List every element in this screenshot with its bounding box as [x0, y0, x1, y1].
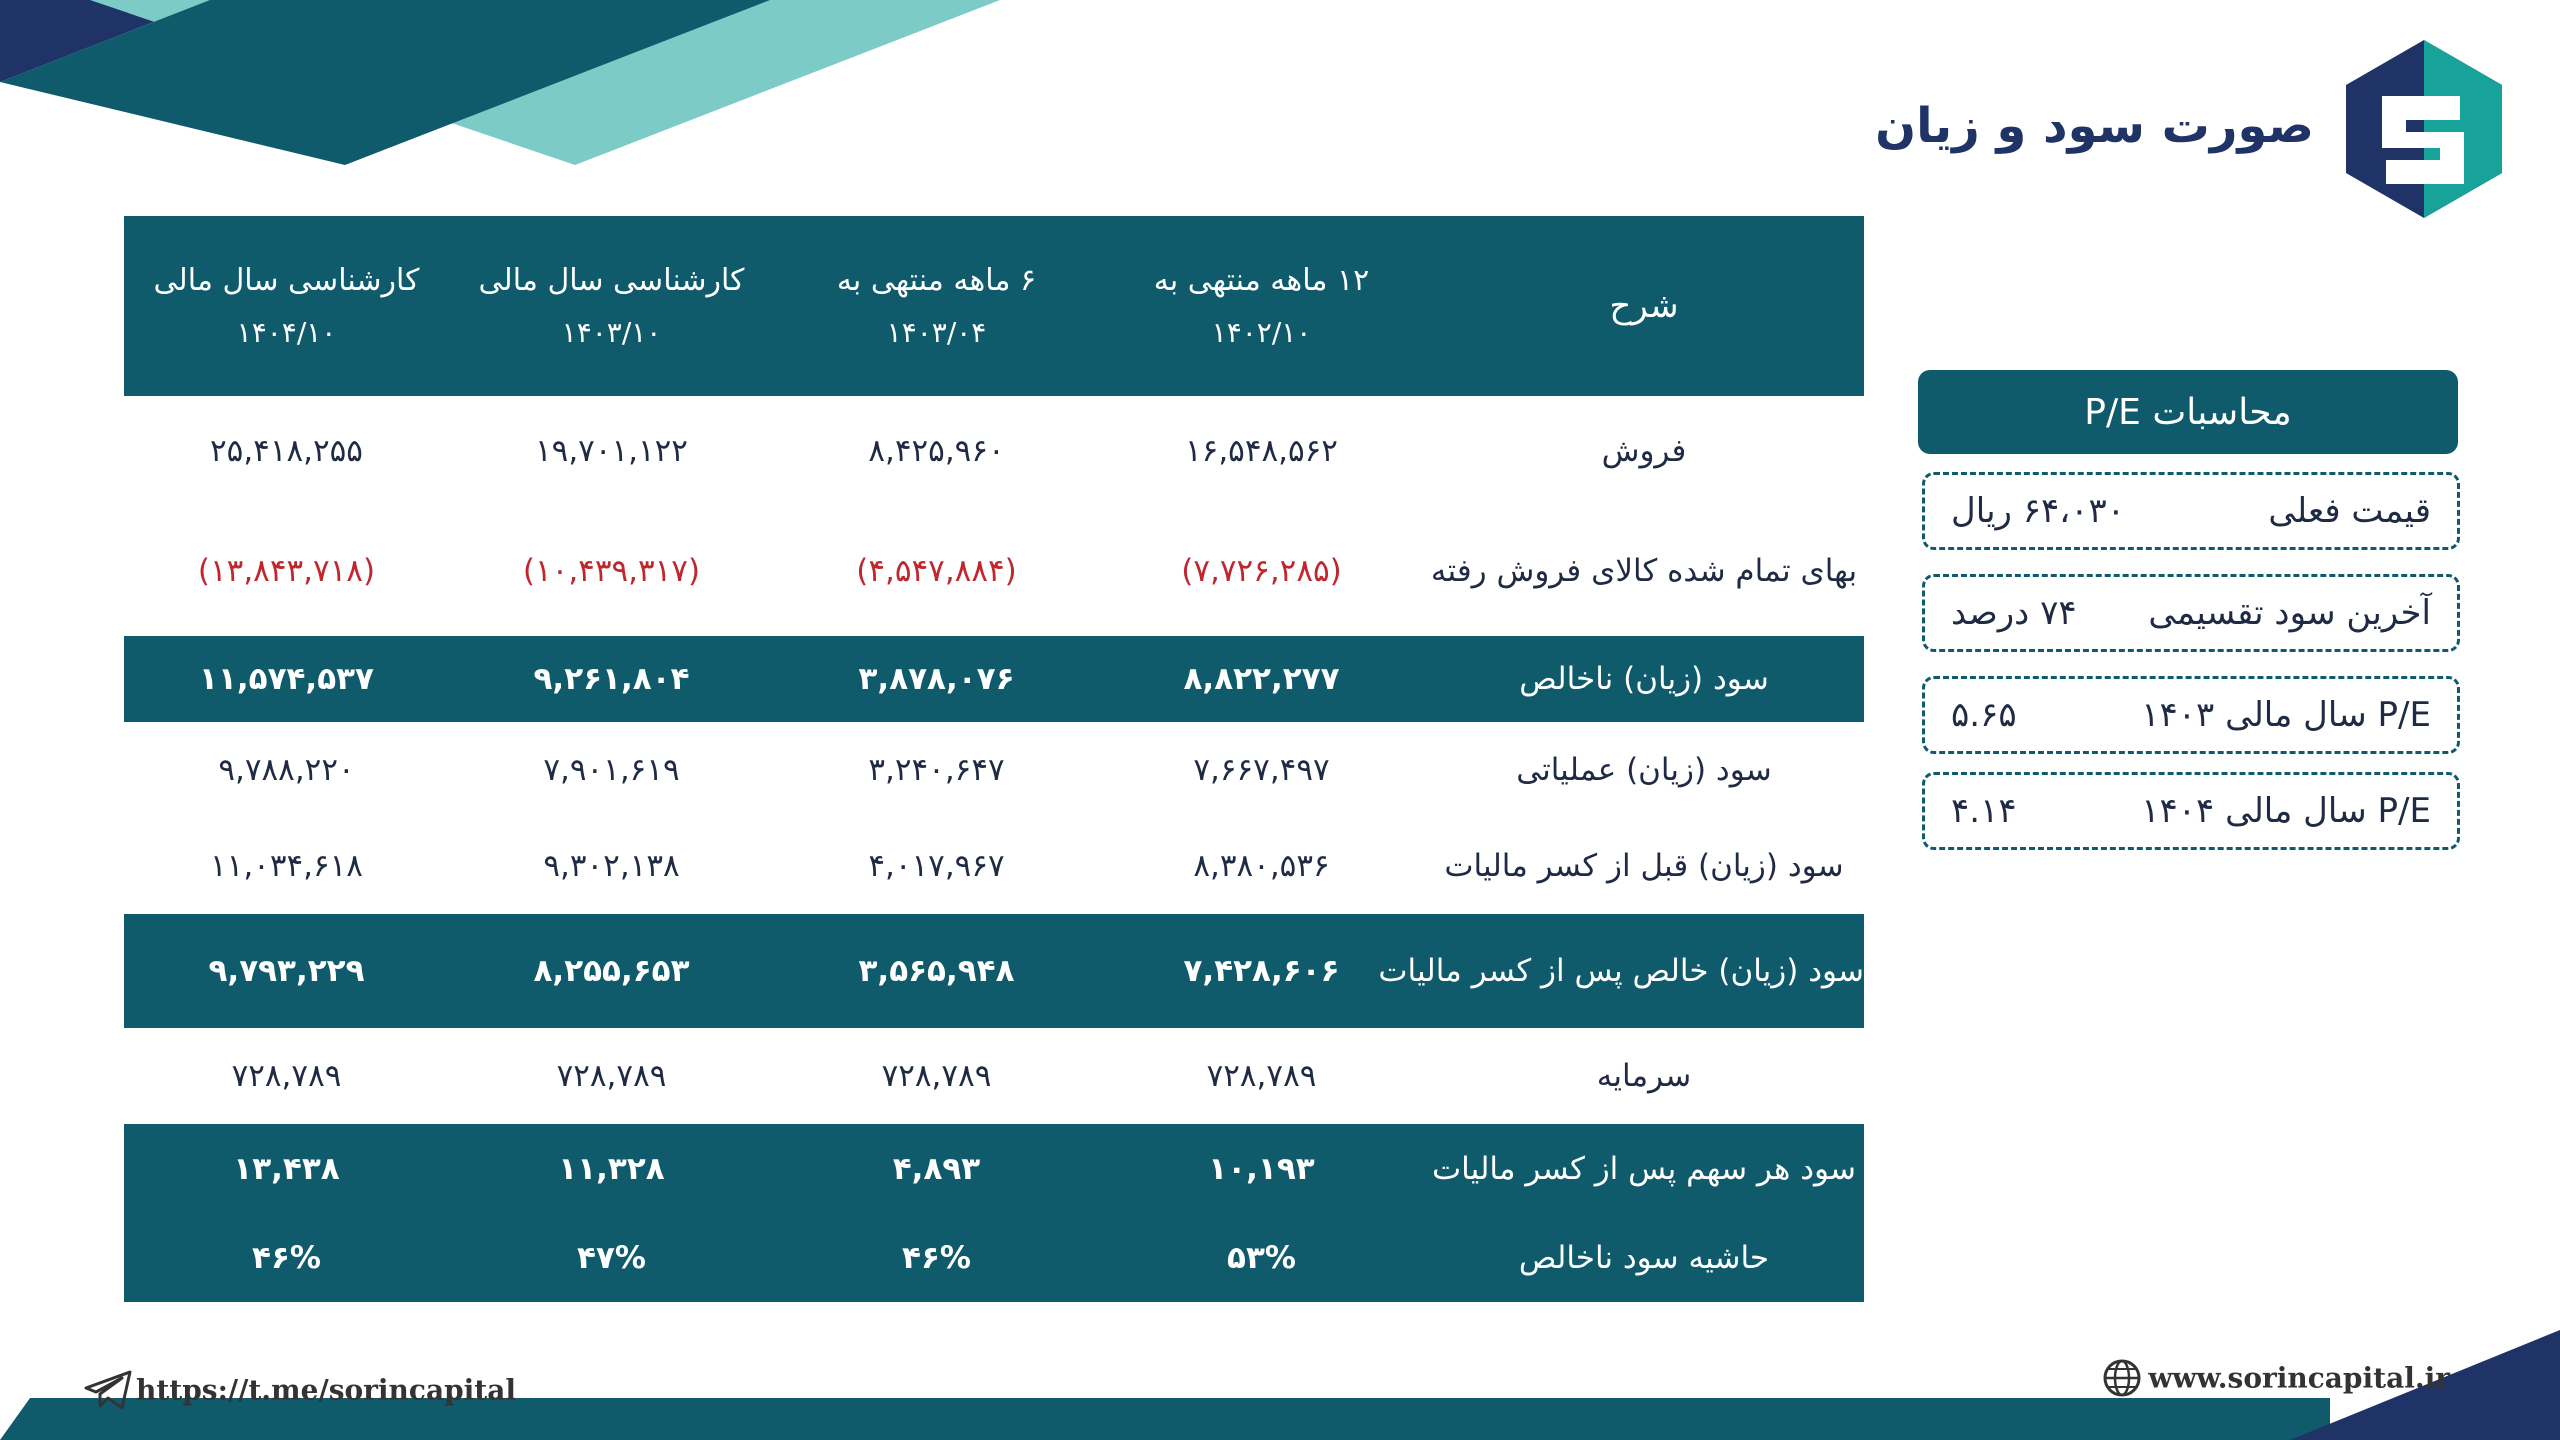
column-header-label: کارشناسی سال مالی	[478, 263, 745, 298]
table-row	[124, 1214, 1864, 1302]
cell-value: (۷,۷۲۶,۲۸۵)	[1099, 506, 1424, 636]
pe-item-current-price	[1922, 472, 2460, 550]
cell-value: ۱۰,۱۹۳	[1099, 1124, 1424, 1214]
cell-value: ۷۲۸,۷۸۹	[449, 1028, 774, 1124]
cell-value: ۴,۰۱۷,۹۶۷	[774, 818, 1099, 914]
column-header-date: ۱۴۰۳/۱۰	[561, 316, 662, 349]
row-label: سود (زیان) خالص پس از کسر مالیات	[1424, 914, 1864, 1028]
globe-icon	[2102, 1358, 2142, 1398]
cell-value: ۱۱,۳۲۸	[449, 1124, 774, 1214]
cell-value: ۴۷%	[449, 1214, 774, 1302]
cell-value: ۴۶%	[124, 1214, 449, 1302]
column-header-label: کارشناسی سال مالی	[153, 263, 420, 298]
pe-item-label: قیمت فعلی	[2268, 491, 2431, 531]
cell-value: ۲۵,۴۱۸,۲۵۵	[124, 396, 449, 506]
cell-value: ۷۲۸,۷۸۹	[124, 1028, 449, 1124]
cell-value: ۸,۳۸۰,۵۳۶	[1099, 818, 1424, 914]
cell-value: ۴,۸۹۳	[774, 1124, 1099, 1214]
cell-value: ۷,۶۶۷,۴۹۷	[1099, 722, 1424, 818]
cell-value: ۱۱,۵۷۴,۵۳۷	[124, 636, 449, 722]
column-header-2	[774, 216, 1099, 396]
top-left-decoration	[0, 0, 1000, 170]
cell-value: ۷۲۸,۷۸۹	[1099, 1028, 1424, 1124]
row-label: حاشیه سود ناخالص	[1424, 1214, 1864, 1302]
pe-item-label: P/E سال مالی ۱۴۰۳	[2141, 695, 2431, 735]
column-header-label: ۶ ماهه منتهی به	[836, 263, 1037, 298]
table-row	[124, 1124, 1864, 1214]
column-header-1	[1099, 216, 1424, 396]
column-header-4	[124, 216, 449, 396]
cell-value: ۸,۲۵۵,۶۵۳	[449, 914, 774, 1028]
telegram-icon	[84, 1370, 132, 1410]
column-header-date: ۱۴۰۳/۰۴	[886, 316, 987, 349]
pe-item-pe-1404	[1922, 772, 2460, 850]
pe-item-value: ۴.۱۴	[1951, 791, 2017, 831]
column-header-label: ۱۲ ماهه منتهی به	[1153, 263, 1370, 298]
cell-value: ۷,۹۰۱,۶۱۹	[449, 722, 774, 818]
pe-item-pe-1403	[1922, 676, 2460, 754]
cell-value: ۹,۳۰۲,۱۳۸	[449, 818, 774, 914]
cell-value: ۸,۸۲۲,۲۷۷	[1099, 636, 1424, 722]
pe-item-label: P/E سال مالی ۱۴۰۴	[2141, 791, 2431, 831]
cell-value: ۹,۲۶۱,۸۰۴	[449, 636, 774, 722]
pe-item-last-dividend	[1922, 574, 2460, 652]
cell-value: ۳,۸۷۸,۰۷۶	[774, 636, 1099, 722]
table-row	[124, 636, 1864, 722]
cell-value: ۱۶,۵۴۸,۵۶۲	[1099, 396, 1424, 506]
table-row	[124, 914, 1864, 1028]
row-label: سود (زیان) ناخالص	[1424, 636, 1864, 722]
cell-value: ۱۱,۰۳۴,۶۱۸	[124, 818, 449, 914]
row-label: سود (زیان) عملیاتی	[1424, 722, 1864, 818]
column-header-label: شرح	[1609, 286, 1679, 326]
table-header-row	[124, 216, 1864, 396]
pe-item-value: ۶۴،۰۳۰ ریال	[1951, 491, 2126, 531]
cell-value: ۵۳%	[1099, 1214, 1424, 1302]
pe-item-value: ۵.۶۵	[1951, 695, 2017, 735]
cell-value: ۴۶%	[774, 1214, 1099, 1302]
income-statement-table	[124, 216, 1864, 1302]
row-label: سود هر سهم پس از کسر مالیات	[1424, 1124, 1864, 1214]
table-row	[124, 722, 1864, 818]
column-header-description	[1424, 216, 1864, 396]
row-label: سرمایه	[1424, 1028, 1864, 1124]
cell-value: ۱۳,۴۳۸	[124, 1124, 449, 1214]
cell-value: ۳,۵۶۵,۹۴۸	[774, 914, 1099, 1028]
cell-value: ۳,۲۴۰,۶۴۷	[774, 722, 1099, 818]
row-label: فروش	[1424, 396, 1864, 506]
website-link-text: www.sorincapital.ir	[2148, 1361, 2450, 1395]
telegram-link[interactable]	[84, 1370, 516, 1410]
company-logo	[2342, 36, 2506, 222]
cell-value: ۹,۷۸۸,۲۲۰	[124, 722, 449, 818]
cell-value: ۱۹,۷۰۱,۱۲۲	[449, 396, 774, 506]
row-label: سود (زیان) قبل از کسر مالیات	[1424, 818, 1864, 914]
pe-item-value: ۷۴ درصد	[1951, 593, 2077, 633]
column-header-date: ۱۴۰۴/۱۰	[236, 316, 337, 349]
table-row	[124, 396, 1864, 506]
cell-value: (۱۳,۸۴۳,۷۱۸)	[124, 506, 449, 636]
cell-value: (۴,۵۴۷,۸۸۴)	[774, 506, 1099, 636]
column-header-3	[449, 216, 774, 396]
table-row	[124, 506, 1864, 636]
pe-item-label: آخرین سود تقسیمی	[2148, 593, 2431, 633]
telegram-link-text: https://t.me/sorincapital	[136, 1373, 517, 1407]
website-link[interactable]	[2102, 1358, 2450, 1398]
pe-panel-title: محاسبات P/E	[1918, 370, 2458, 454]
cell-value: ۷۲۸,۷۸۹	[774, 1028, 1099, 1124]
table-row	[124, 1028, 1864, 1124]
page-title: صورت سود و زیان	[1875, 98, 2314, 154]
cell-value: (۱۰,۴۳۹,۳۱۷)	[449, 506, 774, 636]
cell-value: ۷,۴۲۸,۶۰۶	[1099, 914, 1424, 1028]
row-label: بهای تمام شده کالای فروش رفته	[1424, 506, 1864, 636]
cell-value: ۹,۷۹۳,۲۲۹	[124, 914, 449, 1028]
cell-value: ۸,۴۲۵,۹۶۰	[774, 396, 1099, 506]
table-row	[124, 818, 1864, 914]
column-header-date: ۱۴۰۲/۱۰	[1211, 316, 1312, 349]
